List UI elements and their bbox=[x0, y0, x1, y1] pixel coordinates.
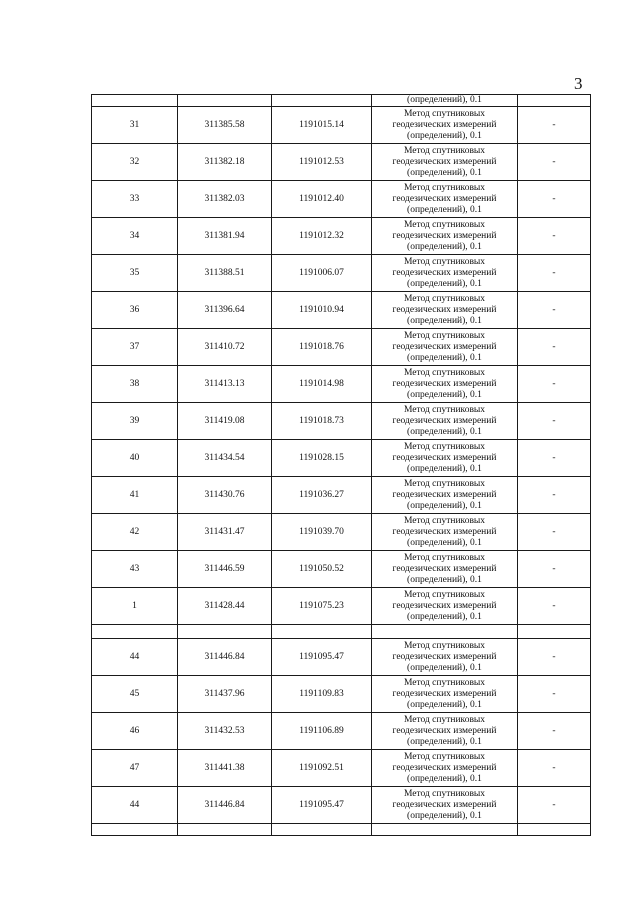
cell-x: 311385.58 bbox=[178, 107, 272, 144]
cell-method bbox=[372, 676, 518, 713]
table-row-separator bbox=[92, 625, 591, 639]
method-text-line: Метод спутниковых bbox=[403, 404, 486, 415]
cell-point-number: 1 bbox=[92, 588, 178, 625]
cell-error bbox=[518, 824, 591, 836]
cell-error: - bbox=[518, 713, 591, 750]
table-row bbox=[92, 750, 591, 787]
method-text-line: Метод спутниковых bbox=[403, 788, 486, 799]
cell-y: 1191109.83 bbox=[272, 676, 372, 713]
method-text-line: Метод спутниковых bbox=[403, 751, 486, 762]
method-text-line: Метод спутниковых bbox=[403, 182, 486, 193]
method-text-line: геодезических измерений bbox=[392, 563, 497, 574]
method-text-line: геодезических измерений bbox=[392, 119, 497, 130]
cell-method bbox=[372, 588, 518, 625]
cell-x: 311428.44 bbox=[178, 588, 272, 625]
method-text-line: геодезических измерений bbox=[392, 526, 497, 537]
cell-error: - bbox=[518, 144, 591, 181]
cell-y bbox=[272, 625, 372, 639]
cell-x bbox=[178, 95, 272, 107]
cell-point-number bbox=[92, 95, 178, 107]
cell-method bbox=[372, 713, 518, 750]
cell-method bbox=[372, 329, 518, 366]
cell-y: 1191012.53 bbox=[272, 144, 372, 181]
method-text-line: геодезических измерений bbox=[392, 651, 497, 662]
method-text-line: (определений), 0.1 bbox=[407, 736, 482, 747]
method-text-line: Метод спутниковых bbox=[403, 256, 486, 267]
cell-y: 1191015.14 bbox=[272, 107, 372, 144]
method-text-line: (определений), 0.1 bbox=[407, 699, 482, 710]
cell-y: 1191095.47 bbox=[272, 787, 372, 824]
continuation-row bbox=[92, 95, 591, 107]
cell-x bbox=[178, 625, 272, 639]
cell-point-number: 33 bbox=[92, 181, 178, 218]
cell-error: - bbox=[518, 329, 591, 366]
cell-error: - bbox=[518, 292, 591, 329]
cell-method bbox=[372, 551, 518, 588]
cell-method bbox=[372, 750, 518, 787]
method-text-line: геодезических измерений bbox=[392, 230, 497, 241]
method-text-line: геодезических измерений bbox=[392, 452, 497, 463]
method-text-line: геодезических измерений bbox=[392, 415, 497, 426]
cell-y: 1191106.89 bbox=[272, 713, 372, 750]
method-text-line: Метод спутниковых bbox=[403, 640, 486, 651]
cell-method bbox=[372, 514, 518, 551]
method-text-line: геодезических измерений bbox=[392, 267, 497, 278]
cell-point-number: 44 bbox=[92, 639, 178, 676]
cell-method bbox=[372, 255, 518, 292]
cell-y: 1191012.32 bbox=[272, 218, 372, 255]
cell-method bbox=[372, 824, 518, 836]
method-text-line: геодезических измерений bbox=[392, 304, 497, 315]
method-text-line: (определений), 0.1 bbox=[407, 352, 482, 363]
cell-x: 311382.03 bbox=[178, 181, 272, 218]
table-row bbox=[92, 639, 591, 676]
cell-x: 311419.08 bbox=[178, 403, 272, 440]
method-text-line: (определений), 0.1 bbox=[407, 315, 482, 326]
method-text-line: Метод спутниковых bbox=[403, 145, 486, 156]
cell-point-number: 34 bbox=[92, 218, 178, 255]
cell-error: - bbox=[518, 218, 591, 255]
cell-point-number: 43 bbox=[92, 551, 178, 588]
method-text-line: Метод спутниковых bbox=[403, 330, 486, 341]
table-row bbox=[92, 676, 591, 713]
cell-point-number: 35 bbox=[92, 255, 178, 292]
cell-point-number: 44 bbox=[92, 787, 178, 824]
cell-x: 311430.76 bbox=[178, 477, 272, 514]
cell-y: 1191036.27 bbox=[272, 477, 372, 514]
cell-x: 311446.59 bbox=[178, 551, 272, 588]
cell-point-number: 39 bbox=[92, 403, 178, 440]
method-text-line: (определений), 0.1 bbox=[407, 389, 482, 400]
table-row bbox=[92, 292, 591, 329]
cell-point-number: 32 bbox=[92, 144, 178, 181]
cell-method bbox=[372, 144, 518, 181]
cell-x: 311446.84 bbox=[178, 787, 272, 824]
cell-x: 311434.54 bbox=[178, 440, 272, 477]
table-row bbox=[92, 787, 591, 824]
cell-error: - bbox=[518, 787, 591, 824]
cell-y: 1191050.52 bbox=[272, 551, 372, 588]
table-row bbox=[92, 144, 591, 181]
method-text-line: (определений), 0.1 bbox=[407, 574, 482, 585]
cell-x: 311388.51 bbox=[178, 255, 272, 292]
cell-method bbox=[372, 625, 518, 639]
cell-error: - bbox=[518, 551, 591, 588]
table-row bbox=[92, 403, 591, 440]
method-text-line: (определений), 0.1 bbox=[407, 611, 482, 622]
cell-error: - bbox=[518, 255, 591, 292]
cell-error: - bbox=[518, 676, 591, 713]
cell-y: 1191028.15 bbox=[272, 440, 372, 477]
method-text-line: геодезических измерений bbox=[392, 193, 497, 204]
cell-y: 1191018.73 bbox=[272, 403, 372, 440]
cell-x bbox=[178, 824, 272, 836]
table-row bbox=[92, 255, 591, 292]
cell-y: 1191018.76 bbox=[272, 329, 372, 366]
method-text-line: Метод спутниковых bbox=[403, 219, 486, 230]
cell-x: 311432.53 bbox=[178, 713, 272, 750]
cell-method bbox=[372, 107, 518, 144]
method-text-line: Метод спутниковых bbox=[403, 589, 486, 600]
method-text-line: (определений), 0.1 bbox=[407, 773, 482, 784]
cell-method bbox=[372, 639, 518, 676]
cell-error: - bbox=[518, 477, 591, 514]
cell-method bbox=[372, 787, 518, 824]
method-text-line: геодезических измерений bbox=[392, 341, 497, 352]
cell-y: 1191039.70 bbox=[272, 514, 372, 551]
cell-point-number: 38 bbox=[92, 366, 178, 403]
cell-point-number: 31 bbox=[92, 107, 178, 144]
cell-point-number: 40 bbox=[92, 440, 178, 477]
cell-method bbox=[372, 403, 518, 440]
cell-y: 1191010.94 bbox=[272, 292, 372, 329]
cell-point-number: 45 bbox=[92, 676, 178, 713]
cell-method bbox=[372, 181, 518, 218]
method-text-line: Метод спутниковых bbox=[403, 677, 486, 688]
cell-method bbox=[372, 440, 518, 477]
method-text-line: геодезических измерений bbox=[392, 688, 497, 699]
method-text-line: (определений), 0.1 bbox=[407, 463, 482, 474]
method-text-line: Метод спутниковых bbox=[403, 441, 486, 452]
method-text-line: геодезических измерений bbox=[392, 378, 497, 389]
table-row bbox=[92, 329, 591, 366]
method-text-line: Метод спутниковых bbox=[403, 367, 486, 378]
method-text-line: (определений), 0.1 bbox=[407, 426, 482, 437]
table-row bbox=[92, 181, 591, 218]
cell-method bbox=[372, 218, 518, 255]
page-number: 3 bbox=[574, 74, 583, 93]
method-text-line: (определений), 0.1 bbox=[407, 204, 482, 215]
cell-x: 311410.72 bbox=[178, 329, 272, 366]
cell-y: 1191095.47 bbox=[272, 639, 372, 676]
method-text-line: геодезических измерений bbox=[392, 156, 497, 167]
cell-method bbox=[372, 477, 518, 514]
cell-y: 1191006.07 bbox=[272, 255, 372, 292]
cell-x: 311396.64 bbox=[178, 292, 272, 329]
cell-x: 311446.84 bbox=[178, 639, 272, 676]
method-text-line: Метод спутниковых bbox=[403, 714, 486, 725]
table-row bbox=[92, 366, 591, 403]
method-text-line: (определений), 0.1 bbox=[407, 537, 482, 548]
table-row bbox=[92, 440, 591, 477]
cell-point-number bbox=[92, 625, 178, 639]
coordinates-table-body bbox=[92, 95, 591, 836]
method-text-line: Метод спутниковых bbox=[403, 515, 486, 526]
cell-method: (определений), 0.1 bbox=[372, 95, 518, 107]
method-text-line: Метод спутниковых bbox=[403, 478, 486, 489]
table-row bbox=[92, 107, 591, 144]
cell-point-number: 36 bbox=[92, 292, 178, 329]
cell-point-number: 47 bbox=[92, 750, 178, 787]
method-text-line: (определений), 0.1 bbox=[407, 500, 482, 511]
method-text-line: геодезических измерений bbox=[392, 762, 497, 773]
table-row bbox=[92, 477, 591, 514]
table-row bbox=[92, 514, 591, 551]
cell-error bbox=[518, 95, 591, 107]
cell-y: 1191092.51 bbox=[272, 750, 372, 787]
cell-point-number: 37 bbox=[92, 329, 178, 366]
cell-point-number bbox=[92, 824, 178, 836]
method-text-line: Метод спутниковых bbox=[403, 552, 486, 563]
method-text-line: геодезических измерений bbox=[392, 799, 497, 810]
method-text-line: (определений), 0.1 bbox=[407, 167, 482, 178]
cell-y: 1191012.40 bbox=[272, 181, 372, 218]
table-row bbox=[92, 713, 591, 750]
method-text-line: (определений), 0.1 bbox=[407, 662, 482, 673]
method-text-line: (определений), 0.1 bbox=[407, 130, 482, 141]
table-row-empty bbox=[92, 824, 591, 836]
cell-point-number: 41 bbox=[92, 477, 178, 514]
cell-error bbox=[518, 625, 591, 639]
cell-y bbox=[272, 95, 372, 107]
cell-error: - bbox=[518, 403, 591, 440]
cell-error: - bbox=[518, 514, 591, 551]
cell-x: 311382.18 bbox=[178, 144, 272, 181]
cell-y: 1191075.23 bbox=[272, 588, 372, 625]
cell-error: - bbox=[518, 440, 591, 477]
cell-point-number: 46 bbox=[92, 713, 178, 750]
cell-x: 311413.13 bbox=[178, 366, 272, 403]
table-row bbox=[92, 588, 591, 625]
cell-error: - bbox=[518, 107, 591, 144]
cell-x: 311431.47 bbox=[178, 514, 272, 551]
cell-y bbox=[272, 824, 372, 836]
cell-method bbox=[372, 292, 518, 329]
cell-x: 311441.38 bbox=[178, 750, 272, 787]
method-text-line: (определений), 0.1 bbox=[407, 241, 482, 252]
cell-error: - bbox=[518, 181, 591, 218]
method-text-line: (определений), 0.1 bbox=[407, 810, 482, 821]
table-row bbox=[92, 218, 591, 255]
method-text-line: Метод спутниковых bbox=[403, 293, 486, 304]
method-text-line: геодезических измерений bbox=[392, 725, 497, 736]
cell-error: - bbox=[518, 750, 591, 787]
coordinates-table bbox=[91, 94, 591, 836]
table-row bbox=[92, 551, 591, 588]
cell-error: - bbox=[518, 588, 591, 625]
cell-y: 1191014.98 bbox=[272, 366, 372, 403]
cell-error: - bbox=[518, 639, 591, 676]
cell-x: 311381.94 bbox=[178, 218, 272, 255]
cell-point-number: 42 bbox=[92, 514, 178, 551]
method-text-line: геодезических измерений bbox=[392, 600, 497, 611]
cell-method bbox=[372, 366, 518, 403]
method-text-line: Метод спутниковых bbox=[403, 108, 486, 119]
cell-error: - bbox=[518, 366, 591, 403]
cell-x: 311437.96 bbox=[178, 676, 272, 713]
method-text-line: (определений), 0.1 bbox=[407, 278, 482, 289]
method-text-line: геодезических измерений bbox=[392, 489, 497, 500]
